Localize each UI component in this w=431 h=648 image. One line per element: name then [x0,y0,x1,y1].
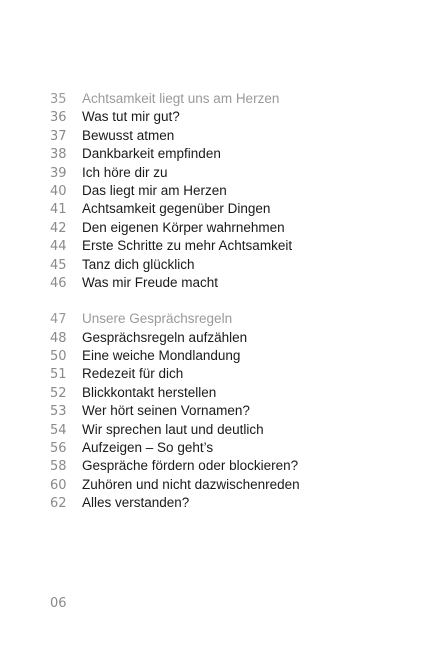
page-ref: 44 [50,239,67,255]
entry-title: Wir sprechen laut und deutlich [82,421,264,437]
toc-entry[interactable] [50,329,410,347]
page-ref: 58 [50,459,67,475]
page-ref: 36 [50,110,67,126]
page-ref: 35 [50,92,67,107]
entry-title: Alles verstanden? [82,495,190,511]
entry-title: Eine weiche Mondlandung [82,348,241,364]
toc-entry[interactable] [50,365,410,383]
entry-title: Das liegt mir am Herzen [82,182,227,198]
toc-entry[interactable] [50,494,410,512]
page-ref: 56 [50,441,67,457]
toc-entry[interactable] [50,256,410,274]
page-ref: 38 [50,147,67,163]
entry-title: Zuhören und nicht dazwischenreden [82,476,300,492]
toc-entry[interactable] [50,402,410,420]
toc-entry[interactable] [50,347,410,365]
page-ref: 39 [50,165,67,181]
page-ref: 40 [50,183,67,199]
entry-title: Bewusst atmen [82,127,175,143]
toc-section [50,90,410,292]
toc-entry[interactable] [50,476,410,494]
entry-title: Blickkontakt herstellen [82,384,217,400]
section-heading[interactable] [50,310,410,328]
section-heading[interactable] [50,90,410,108]
toc-entry[interactable] [50,237,410,255]
page-ref: 42 [50,220,67,236]
entry-title: Achtsamkeit gegenüber Dingen [82,201,271,217]
section-title: Unsere Gesprächsregeln [82,311,233,327]
toc-entry[interactable] [50,421,410,439]
entry-title: Was tut mir gut? [82,109,180,125]
entry-title: Erste Schritte zu mehr Achtsamkeit [82,238,293,254]
entry-title: Gesprächsregeln aufzählen [82,329,248,345]
page-ref: 51 [50,367,67,383]
entry-title: Ich höre dir zu [82,164,168,180]
page-ref: 47 [50,312,67,328]
toc-entry[interactable] [50,200,410,218]
page-ref: 62 [50,496,67,512]
entry-title: Redezeit für dich [82,366,184,382]
page-ref: 46 [50,275,67,291]
toc-entry[interactable] [50,127,410,145]
page-ref: 41 [50,202,67,218]
page-ref: 50 [50,349,67,365]
toc-entry[interactable] [50,219,410,237]
toc-entry[interactable] [50,384,410,402]
entry-title: Den eigenen Körper wahrnehmen [82,219,285,235]
table-of-contents [50,90,410,513]
page-ref: 53 [50,404,67,420]
entry-title: Gespräche fördern oder blockieren? [82,458,299,474]
entry-title: Tanz dich glücklich [82,256,195,272]
section-title: Achtsamkeit liegt uns am Herzen [82,91,280,106]
entry-title: Aufzeigen – So geht’s [82,440,214,456]
toc-entry[interactable] [50,108,410,126]
page-ref: 45 [50,257,67,273]
entry-title: Dankbarkeit empfinden [82,146,221,162]
toc-entry[interactable] [50,182,410,200]
page-ref: 48 [50,330,67,346]
page-ref: 52 [50,385,67,401]
toc-entry[interactable] [50,145,410,163]
page-ref: 37 [50,128,67,144]
toc-section [50,310,410,512]
entry-title: Was mir Freude macht [82,274,219,290]
toc-entry[interactable] [50,457,410,475]
page-number: 06 [50,596,67,611]
page-ref: 54 [50,422,67,438]
entry-title: Wer hört seinen Vornamen? [82,403,250,419]
toc-entry[interactable] [50,274,410,292]
page-ref: 60 [50,477,67,493]
toc-entry[interactable] [50,439,410,457]
toc-entry[interactable] [50,164,410,182]
